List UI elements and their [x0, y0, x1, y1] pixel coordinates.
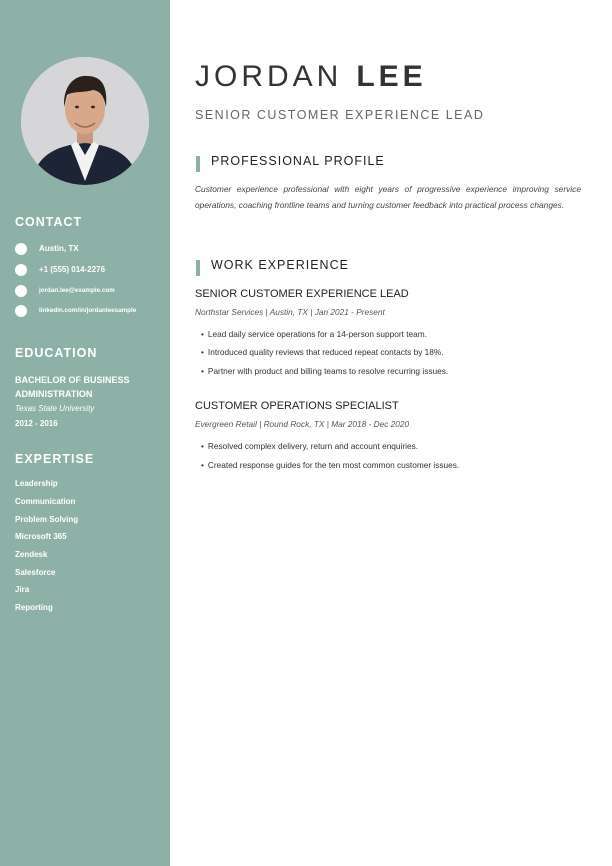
education-heading: EDUCATION — [15, 346, 98, 360]
job-2-bullet: • Resolved complex delivery, return and account enquiries. — [201, 441, 418, 451]
candidate-name — [195, 60, 427, 94]
job-2-title: CUSTOMER OPERATIONS SPECIALIST — [195, 400, 399, 412]
education-school: Texas State University — [15, 404, 95, 413]
portrait-image — [21, 57, 149, 185]
skill-item: Problem Solving — [15, 515, 79, 524]
last-name: LEE — [356, 60, 427, 93]
skill-item: Zendesk — [15, 550, 48, 559]
skill-item: Microsoft 365 — [15, 532, 67, 541]
skill-item: Communication — [15, 497, 76, 506]
job-1-meta: Northstar Services | Austin, TX | Jan 2021 - Present — [195, 307, 385, 317]
skill-item: Reporting — [15, 603, 53, 612]
contact-location — [15, 242, 79, 255]
profile-photo — [21, 57, 149, 185]
skill-item: Salesforce — [15, 568, 56, 577]
job-2-bullet: • Created response guides for the ten most common customer issues. — [201, 460, 459, 470]
location-icon — [15, 243, 27, 255]
education-years: 2012 - 2016 — [15, 419, 58, 428]
contact-email[interactable] — [15, 284, 115, 297]
profile-heading: PROFESSIONAL PROFILE — [211, 154, 385, 168]
job-1-bullet: • Introduced quality reviews that reduced repeat contacts by 18%. — [201, 347, 444, 357]
job-1-title: SENIOR CUSTOMER EXPERIENCE LEAD — [195, 288, 409, 300]
job-1-bullet: • Partner with product and billing teams to resolve recurring issues. — [201, 366, 448, 376]
first-name: JORDAN — [195, 60, 343, 93]
phone-icon — [15, 264, 27, 276]
job-1-bullet: • Lead daily service operations for a 14-person support team. — [201, 329, 427, 339]
email-icon — [15, 285, 27, 297]
contact-heading: CONTACT — [15, 215, 83, 229]
contact-linkedin[interactable] — [15, 304, 136, 317]
expertise-heading: EXPERTISE — [15, 452, 95, 466]
contact-linkedin-text[interactable]: linkedin.com/in/jordanleesample — [39, 307, 137, 314]
contact-phone — [15, 263, 105, 276]
job-2-meta: Evergreen Retail | Round Rock, TX | Mar 2018 - Dec 2020 — [195, 419, 410, 429]
skill-item: Jira — [15, 585, 30, 594]
contact-email-text[interactable]: jordan.lee@example.com — [39, 287, 115, 294]
section-accent-bar — [196, 260, 200, 276]
sidebar — [0, 0, 170, 866]
linkedin-icon — [15, 305, 27, 317]
profile-text: Customer experience professional with eight years of progressive experience improving service operations, coaching frontline teams and turning customer feedback into practical process changes. — [195, 184, 581, 210]
job-title: SENIOR CUSTOMER EXPERIENCE LEAD — [195, 108, 485, 122]
contact-location-text: Austin, TX — [39, 244, 79, 253]
section-accent-bar — [196, 156, 200, 172]
education-degree: BACHELOR OF BUSINESS ADMINISTRATION — [15, 375, 130, 399]
contact-phone-text: +1 (555) 014-2276 — [39, 265, 106, 274]
experience-heading: WORK EXPERIENCE — [211, 258, 349, 272]
skill-item: Leadership — [15, 479, 58, 488]
